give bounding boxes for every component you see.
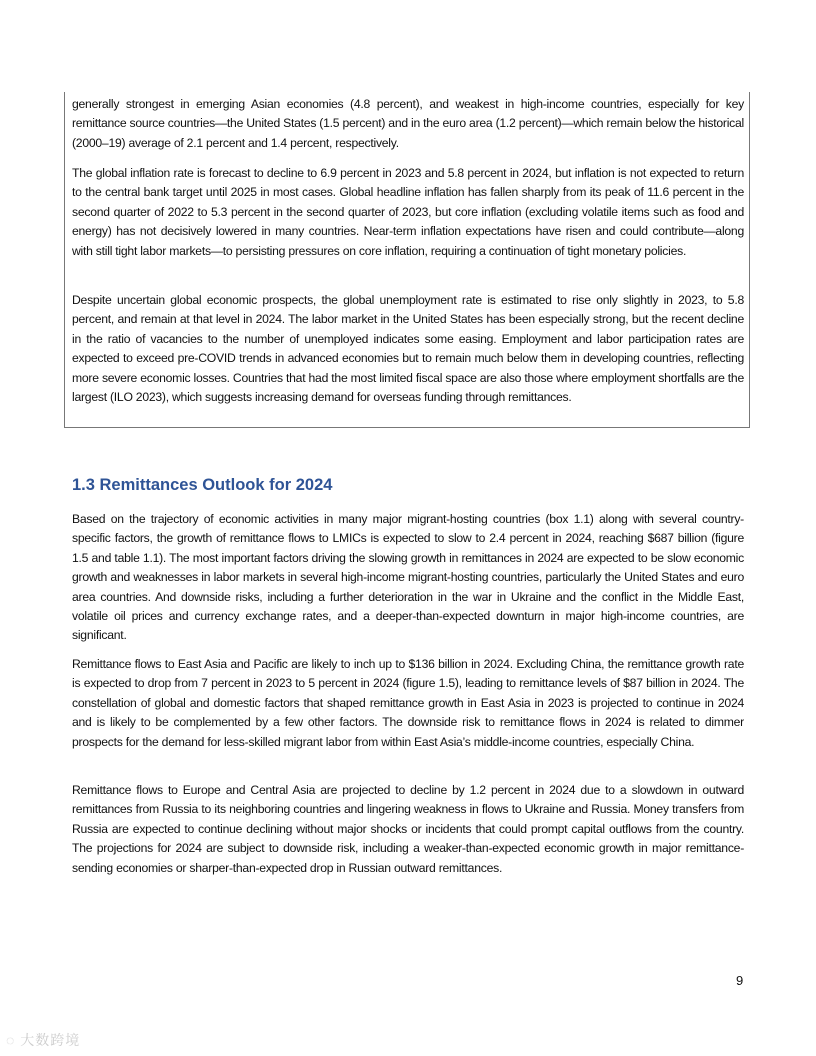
watermark-text: 大数跨境 bbox=[20, 1032, 81, 1048]
watermark-icon: ◌ bbox=[6, 1032, 21, 1048]
watermark-logo bbox=[6, 1030, 80, 1050]
box-paragraph: The global inflation rate is forecast to decline to 6.9 percent in 2023 and 5.8 percent in 2024, but inflation is not expected to return to the central bank target until 2025 in most cases. Global headline inflation has fallen sharply from its peak of 11.6 percent in the second quarter of 2022 to 5.3 percent in the second quarter of 2023, but core inflation (excluding volatile items such as food and energy) has not decisively lowered in many countries. Near-term inflation expectations have risen and could contribute—along with still tight labor markets—to persisting pressures on core inflation, requiring a continuation of tight monetary policies. bbox=[72, 166, 744, 258]
body-paragraph: Remittance flows to East Asia and Pacific are likely to inch up to $136 billion in 2024. Excluding China, the remittance growth rate is expected to drop from 7 percent in 2023 to 5 percent in 2024 (figure 1.5), leading to remittance levels of $87 billion in 2024. The constellation of global and domestic factors that shaped remittance growth in East Asia in 2023 is projected to continue in 2024 and is likely to be complemented by a few other factors. The downside risk to remittance flows in 2024 is related to dimmer prospects for the demand for less-skilled migrant labor from within East Asia’s middle-income countries, especially China. bbox=[72, 657, 744, 749]
body-paragraph: Based on the trajectory of economic activities in many major migrant-hosting countries (box 1.1) along with several country-specific factors, the growth of remittance flows to LMICs is expected to slow to 2.4 percent in 2024, reaching $687 billion (figure 1.5 and table 1.1). The most important factors driving the slowing growth in remittances in 2024 are expected to be slow economic growth and weaknesses in labor markets in several high-income migrant-hosting countries, particularly the United States and euro area countries. And downside risks, including a further deterioration in the war in Ukraine and the conflict in the Middle East, volatile oil prices and currency exchange rates, and a deeper-than-expected downturn in major high-income countries, are significant. bbox=[72, 512, 744, 643]
box-paragraph: Despite uncertain global economic prospects, the global unemployment rate is estimated to rise only slightly in 2023, to 5.8 percent, and remain at that level in 2024. The labor market in the United States has been especially strong, but the recent decline in the ratio of vacancies to the number of unemployed indicates some easing. Employment and labor participation rates are expected to exceed pre-COVID trends in advanced economies but to remain much below them in developing countries, reflecting more severe economic losses. Countries that had the most limited fiscal space are also those where employment shortfalls are the largest (ILO 2023), which suggests increasing demand for overseas funding through remittances. bbox=[72, 293, 744, 405]
page-number: 9 bbox=[736, 973, 744, 988]
section-heading: 1.3 Remittances Outlook for 2024 bbox=[72, 476, 333, 494]
box-paragraph: generally strongest in emerging Asian economies (4.8 percent), and weakest in high-income countries, especially for key remittance source countries—the United States (1.5 percent) and in the euro area (1.2 percent)—which remain below the historical (2000–19) average of 2.1 percent and 1.4 percent, respectively. bbox=[72, 97, 744, 150]
body-paragraph: Remittance flows to Europe and Central Asia are projected to decline by 1.2 percent in 2024 due to a slowdown in outward remittances from Russia to its neighboring countries and lingering weakness in flows to Ukraine and Russia. Money transfers from Russia are expected to continue declining without major shocks or incidents that could prompt capital outflows from the country. The projections for 2024 are subject to downside risk, including a weaker-than-expected economic growth in major remittance-sending economies or sharper-than-expected drop in Russian outward remittances. bbox=[72, 783, 744, 875]
